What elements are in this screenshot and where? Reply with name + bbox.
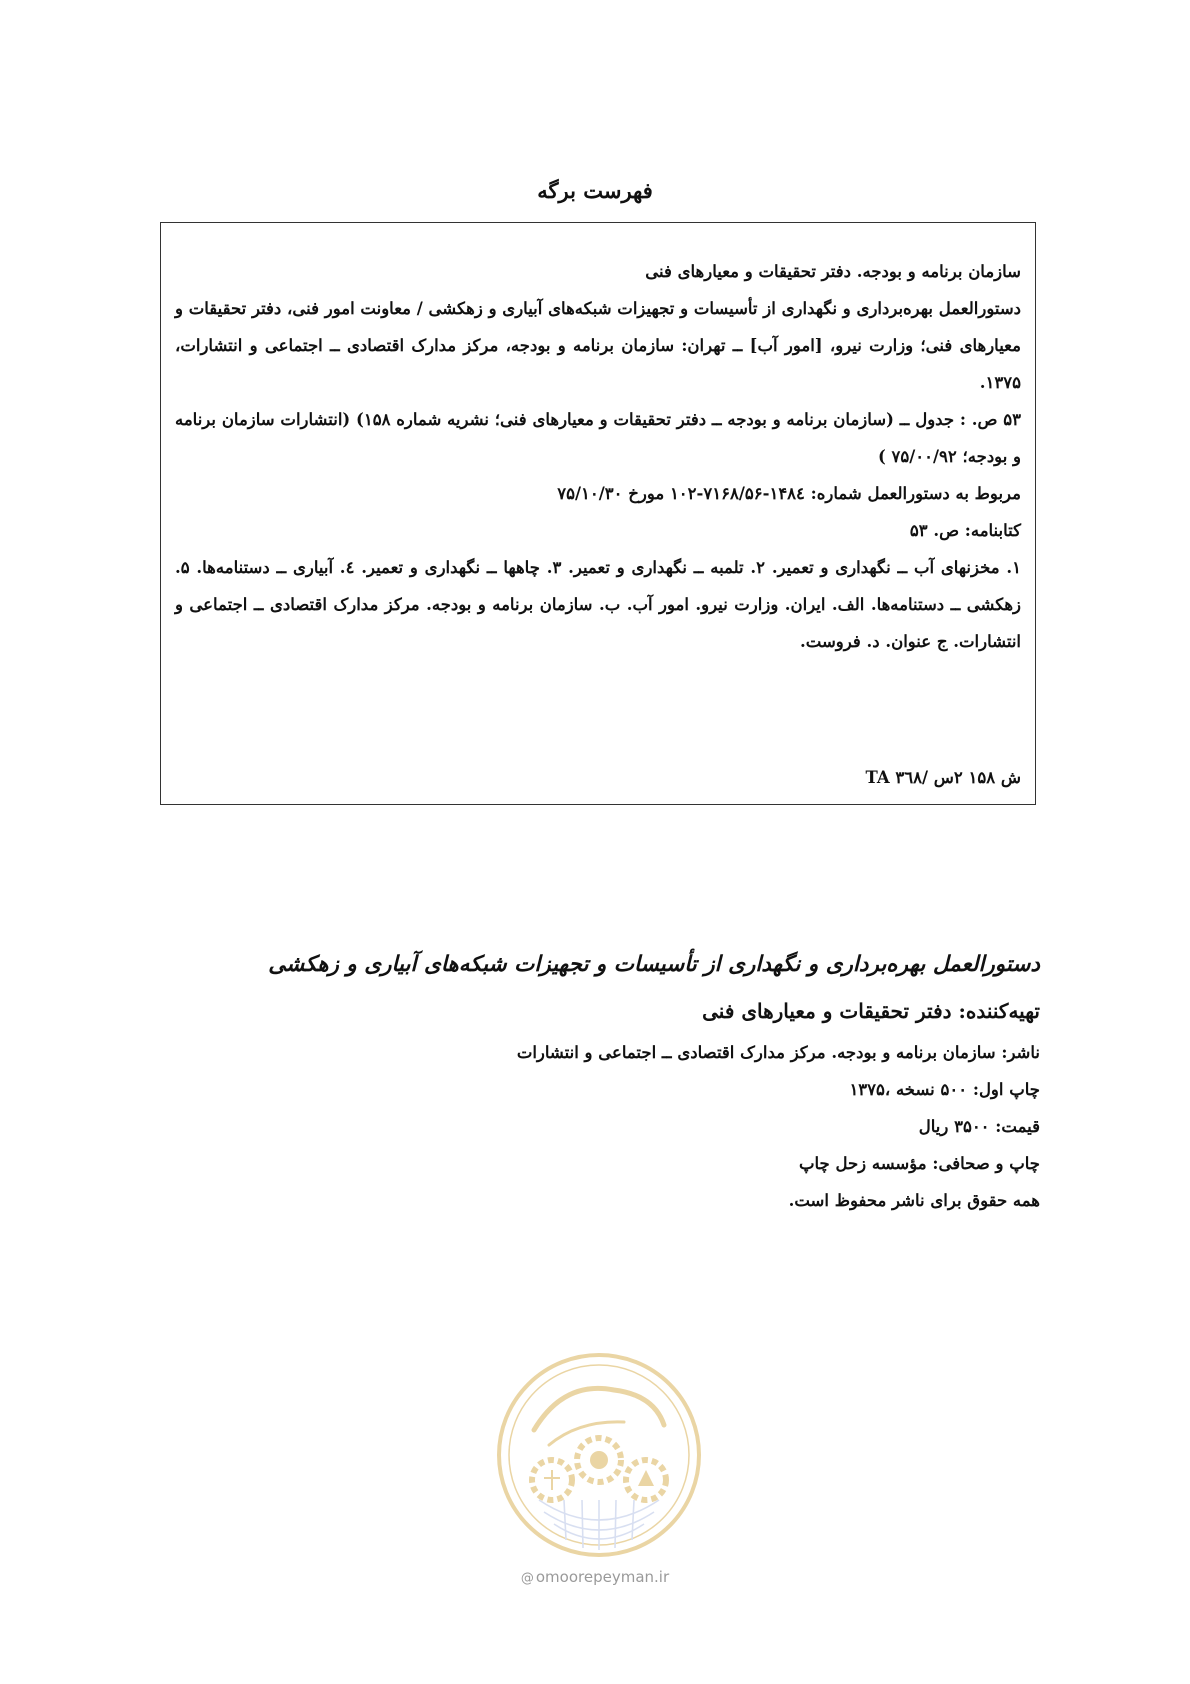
watermark-seal-icon (494, 1350, 704, 1560)
printing-binding: چاپ و صحافی: مؤسسه زحل چاپ (798, 1154, 1040, 1173)
catalog-subjects: ۱. مخزنهای آب ــ نگهداری و تعمیر. ۲. تلمبه ــ نگهداری و تعمیر. ۳. چاهها ــ نگهداری و تعمیر. ٤. آبیاری ــ دستنامه‌ها. ۵. زهکشی ــ دستنامه‌ها. الف. ایران. وزارت نیرو. امور آب. ب. سازمان برنامه و بودجه. مرکز مدارک اقتصادی ــ اجتماعی و انتشارات. ج عنوان. د. فروست. (175, 558, 1021, 651)
catalog-call-number: ش ۱۵۸ ۲س /۳٦۸ TA (865, 768, 1021, 787)
price: قیمت: ۳۵۰۰ ریال (918, 1117, 1040, 1136)
publisher: ناشر: سازمان برنامه و بودجه. مرکز مدارک اقتصادی ــ اجتماعی و انتشارات (516, 1043, 1040, 1062)
prepared-by: تهیه‌کننده: دفتر تحقیقات و معیارهای فنی (702, 999, 1040, 1023)
book-title: دستورالعمل بهره‌برداری و نگهداری از تأسیسات و تجهیزات شبکه‌های آبیاری و زهکشی (268, 952, 1040, 977)
catalog-corporate-author: سازمان برنامه و بودجه. دفتر تحقیقات و معیارهای فنی (645, 262, 1021, 281)
first-print: چاپ اول: ۵۰۰ نسخه ،۱۳۷۵ (849, 1080, 1040, 1099)
copyright-notice: همه حقوق برای ناشر محفوظ است. (788, 1191, 1040, 1210)
catalog-heading: فهرست برگه (537, 178, 653, 203)
catalog-bibliography: کتابنامه: ص. ۵۳ (909, 521, 1021, 540)
at-icon: @ (520, 1571, 534, 1586)
catalog-physical-description: ۵۳ ص. : جدول ــ (سازمان برنامه و بودجه ــ دفتر تحقیقات و معیارهای فنی؛ نشریه شماره ۱۵۸) (انتشارات سازمان برنامه و بودجه؛ ۷۵/۰۰/۹۲ ) (175, 410, 1021, 466)
catalog-related-directive: مربوط به دستورالعمل شماره: ۱۴۸٤-۷۱۶۸/۵۶-۱۰۲ مورخ ۷۵/۱۰/۳۰ (557, 484, 1021, 503)
watermark-handle-text: omoorepeyman.ir (535, 1568, 670, 1586)
catalog-title-statement: دستورالعمل بهره‌برداری و نگهداری از تأسیسات و تجهیزات شبکه‌های آبیاری و زهکشی / معاونت امور فنی، دفتر تحقیقات و معیارهای فنی؛ وزارت نیرو، [امور آب] ــ تهران: سازمان برنامه و بودجه، مرکز مدارک اقتصادی ــ اجتماعی و انتشارات، ۱۳۷۵. (175, 299, 1021, 392)
watermark-handle (0, 1568, 1190, 1586)
imprint-block (140, 942, 1040, 1219)
catalog-card (160, 222, 1036, 805)
